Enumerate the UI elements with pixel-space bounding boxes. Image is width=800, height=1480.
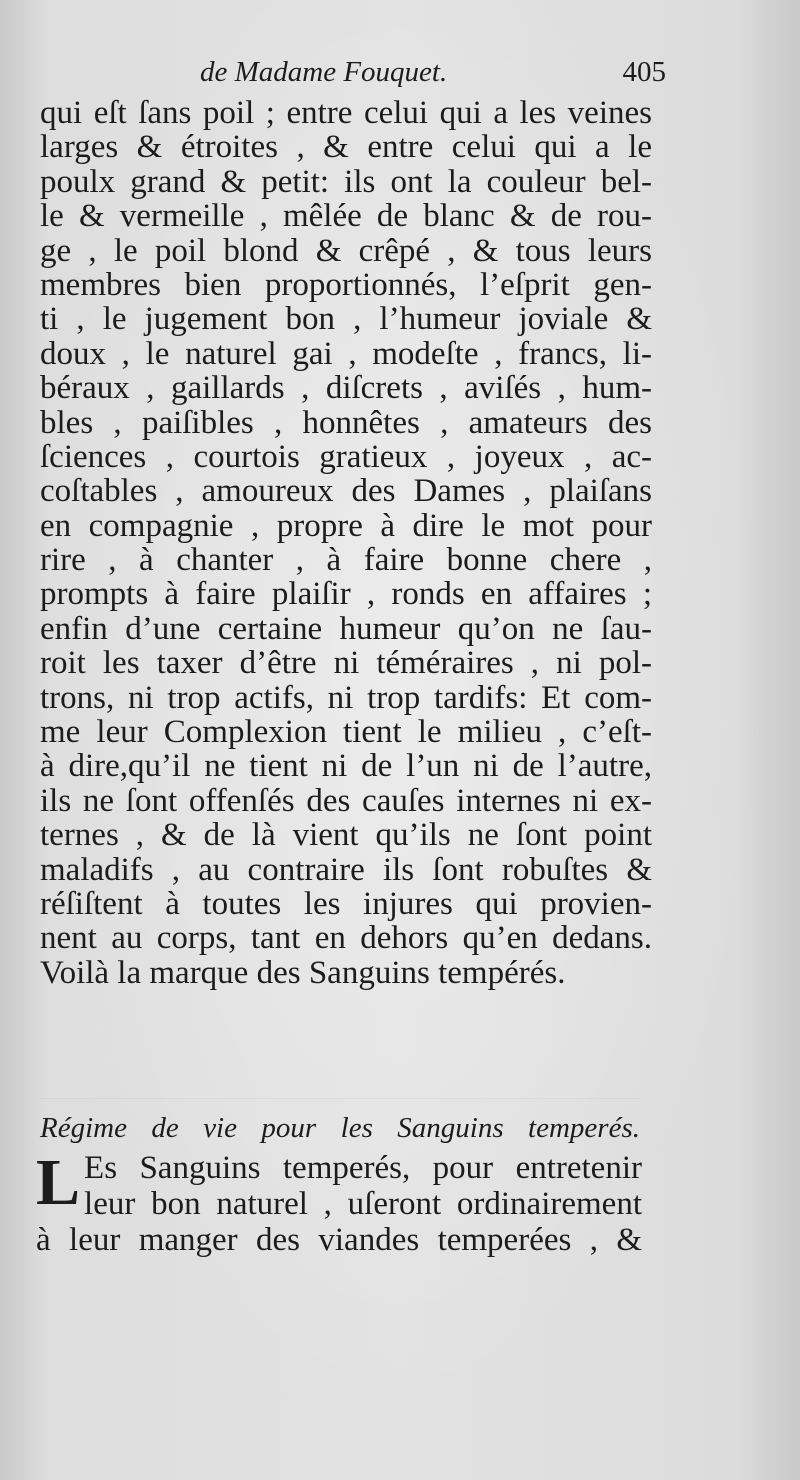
text-line: ſciences , courtois gratieux , joyeux , ac-	[40, 439, 652, 475]
second-paragraph	[36, 1146, 642, 1258]
text-line: à leur manger des viandes temperées , &	[36, 1222, 642, 1258]
text-line: maladifs , au contraire ils ſont robuſtes &	[40, 852, 652, 887]
text-line: bles , paiſibles , honnêtes , amateurs des	[40, 405, 652, 440]
text-line: réſiſtent à toutes les injures qui provien-	[40, 886, 652, 922]
text-line: à dire,qu’il ne tient ni de l’un ni de l’autre,	[40, 749, 652, 784]
text-line: ils ne ſont offenſés des cauſes internes ni ex-	[40, 783, 652, 819]
section-heading: Régime de vie pour les Sanguins temperés.	[40, 1112, 640, 1144]
text-line: roit les taxer d’être ni téméraires , ni pol-	[40, 646, 652, 681]
text-line: membres bien proportionnés, l’eſprit gen-	[40, 267, 652, 303]
faint-divider	[40, 1098, 640, 1099]
drop-cap-initial: L	[36, 1146, 81, 1219]
page-number: 405	[622, 56, 666, 88]
text-line: trons, ni trop actifs, ni trop tardifs: Et com-	[40, 680, 652, 716]
text-line: ternes , & de là vient qu’ils ne ſont point	[40, 818, 652, 853]
text-line: doux , le naturel gai , modeſte , francs, li-	[40, 336, 652, 372]
main-paragraph	[40, 96, 652, 990]
text-line: en compagnie , propre à dire le mot pour	[40, 508, 652, 544]
text-line: ge , le poil blond & crêpé , & tous leurs	[40, 233, 652, 268]
text-line: coſtables , amoureux des Dames , plaiſans	[40, 474, 652, 509]
running-title: de Madame Fouquet.	[200, 56, 448, 88]
text-line: me leur Complexion tient le milieu , c’eſt-	[40, 715, 652, 750]
text-line: ti , le jugement bon , l’humeur joviale &	[40, 302, 652, 337]
text-line: qui eſt ſans poil ; entre celui qui a les veines	[40, 96, 652, 131]
text-line: rire , à chanter , à faire bonne chere ,	[40, 543, 652, 578]
text-line: poulx grand & petit: ils ont la couleur bel-	[40, 164, 652, 200]
text-line: Voilà la marque des Sanguins tempérés.	[40, 955, 566, 991]
text-line: béraux , gaillards , diſcrets , aviſés , hum-	[40, 371, 652, 406]
text-line: le & vermeille , mêlée de blanc & de rou-	[40, 199, 652, 234]
text-line: larges & étroites , & entre celui qui a le	[40, 130, 652, 165]
text-line: leur bon naturel , uſeront ordinairement	[84, 1186, 642, 1222]
text-line: enfin d’une certaine humeur qu’on ne ſau-	[40, 611, 652, 647]
page-header	[200, 56, 666, 96]
text-line: prompts à faire plaiſir , ronds en affaires ;	[40, 577, 652, 612]
text-line: nent au corps, tant en dehors qu’en dedans.	[40, 921, 652, 956]
text-line: Es Sanguins temperés, pour entretenir	[84, 1150, 642, 1186]
